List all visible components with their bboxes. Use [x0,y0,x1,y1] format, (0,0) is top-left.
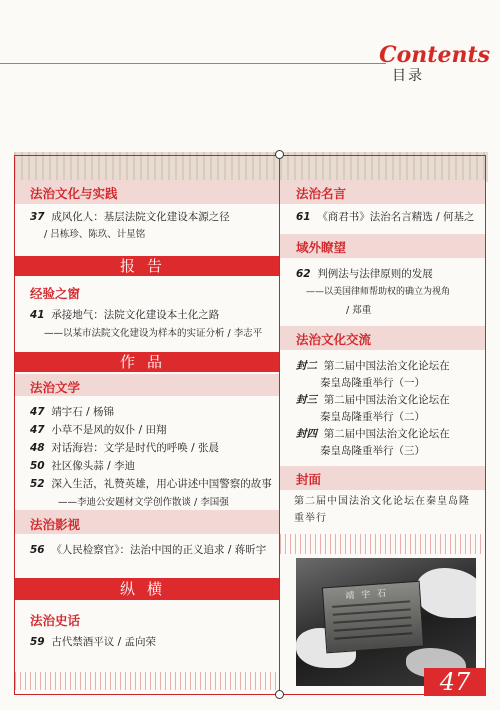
item-title: 第二届中国法治文化论坛在 [323,394,450,406]
section-title-practice: 法治文化与实践 [30,186,118,201]
section-title-cover: 封面 [296,472,322,487]
page-num: 47 [30,406,45,418]
bottom-hatch [15,672,279,690]
item-subtitle: ——以美国律师帮助权的确立为视角 [306,287,451,297]
cover-caption: 第二届中国法治文化论坛在秦皇岛隆重举行 [294,496,470,524]
item-subtitle: ——李迪公安题材文学创作散谈 / 李国强 [58,497,229,508]
section-title-film: 法治影视 [30,517,81,532]
item-title: 判例法与法律原则的发展 [317,268,433,280]
item-authors: / 吕栋珍、陈玖、计星铭 [44,229,146,240]
inscription-line [334,632,412,639]
section-title-literature: 法治文学 [30,380,81,395]
banner-report: 报告 [15,256,279,276]
item-title: 第二届中国法治文化论坛在 [323,428,450,440]
item-title: 《人民检察官》：法治中国的正义追求 / 蒋昕宇 [51,544,267,556]
banner-works: 作品 [15,352,279,372]
header-rule [0,63,386,64]
item-title: 社区像头蒜 / 李迪 [51,460,136,472]
item-title: 小草不是风的奴仆 / 田翔 [51,424,167,436]
toc-item[interactable] [296,266,433,281]
toc-item[interactable] [30,440,219,455]
mulu-title: 目录 [392,68,424,84]
toc-item[interactable] [296,209,475,224]
page-num: 62 [296,268,311,280]
toc-item[interactable] [30,209,230,224]
contents-title: Contents [379,42,490,68]
toc-item[interactable] [30,634,156,649]
toc-item[interactable] [296,426,450,441]
cover-photo [296,558,476,686]
item-title: 深入生活，礼赞英雄，用心讲述中国警察的故事 [51,478,272,490]
section-title-overseas: 域外瞭望 [296,240,347,255]
page-num: 59 [30,636,45,648]
page-num: 50 [30,460,45,472]
item-title: 古代禁酒平议 / 孟向荣 [51,636,157,648]
snow-patch [416,568,476,618]
page-num: 56 [30,544,45,556]
divider-node-bottom [275,690,284,699]
inscription-line [332,600,410,607]
section-title-exchange: 法治文化交流 [296,332,372,347]
monument-stone [322,581,424,654]
section-title-history: 法治史话 [30,613,81,628]
item-subtitle: ——以某市法院文化建设为样本的实证分析 / 李志平 [44,328,263,339]
page-num: 37 [30,211,45,223]
page-num: 封二 [296,360,317,372]
cover-hatch [280,534,485,554]
item-title-line2: 秦皇岛隆重举行（二） [320,411,425,423]
item-title: 成风化人：基层法院文化建设本源之径 [51,211,230,223]
item-title: 第二届中国法治文化论坛在 [323,360,450,372]
toc-item[interactable] [30,307,219,322]
page-num: 封四 [296,428,317,440]
toc-item[interactable] [30,422,167,437]
item-title-line2: 秦皇岛隆重举行（三） [320,445,425,457]
stone-inscription-title: 靖 宇 石 [345,588,389,602]
inscription-line [333,608,411,615]
page-num: 48 [30,442,45,454]
item-author: / 郑重 [346,305,372,316]
item-title: 《商君书》法治名言精选 / 何基之 [317,211,475,223]
banner-zongheng: 纵横 [15,578,279,600]
toc-item[interactable] [296,392,450,407]
page-num: 41 [30,309,45,321]
inscription-line [333,616,411,623]
section-title-experience: 经验之窗 [30,286,81,301]
page-num: 61 [296,211,311,223]
toc-item[interactable] [30,542,266,557]
page-number: 47 [424,668,486,696]
item-title: 靖宇石 / 杨锦 [51,406,115,418]
page-num: 52 [30,478,45,490]
toc-item[interactable] [296,358,450,373]
item-title-line2: 秦皇岛隆重举行（一） [320,377,425,389]
page-num: 47 [30,424,45,436]
section-title-quotes: 法治名言 [296,186,347,201]
item-title: 对话海岩：文学是时代的呼唤 / 张晨 [51,442,220,454]
toc-item[interactable] [30,458,135,473]
page-num: 封三 [296,394,317,406]
toc-item[interactable] [30,404,114,419]
divider-node-top [275,150,284,159]
inscription-line [334,624,412,631]
toc-item[interactable] [30,476,272,491]
item-title: 承接地气：法院文化建设本土化之路 [51,309,220,321]
